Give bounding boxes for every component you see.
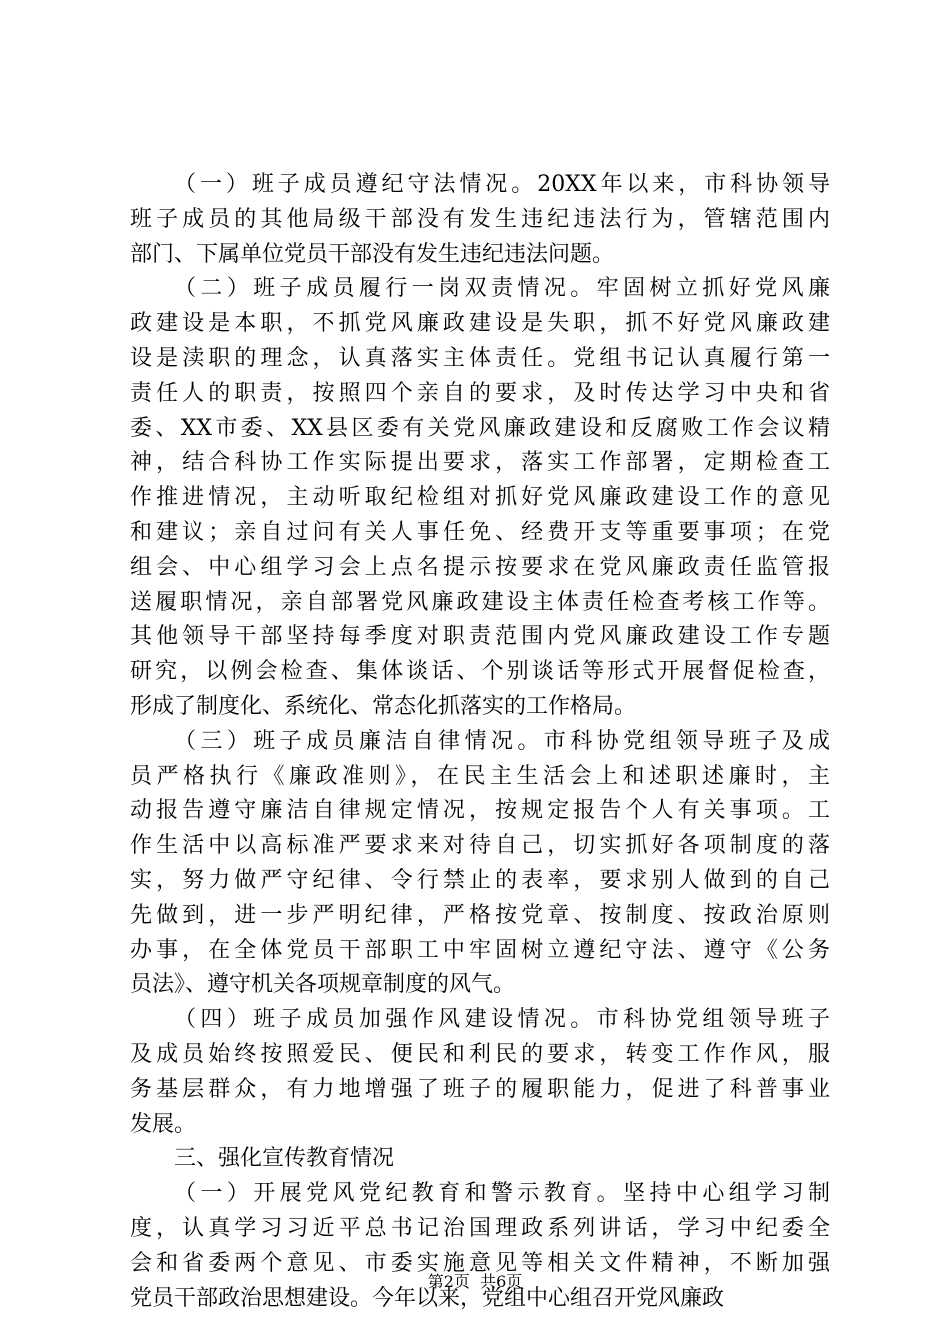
paragraph-line: 作推进情况，主动听取纪检组对抓好党风廉政建设工作的意见 [130,485,830,511]
paragraph-line: 其他领导干部坚持每季度对职责范围内党风廉政建设工作专题 [130,624,830,650]
paragraph-line: 神，结合科协工作实际提出要求，落实工作部署，定期检查工 [130,450,830,476]
paragraph-line: 研究，以例会检查、集体谈话、个别谈话等形式开展督促检查， [130,659,830,685]
paragraph-line: 责任人的职责，按照四个亲自的要求，及时传达学习中央和省 [130,380,830,406]
paragraph [130,168,830,272]
paragraph-line: 动报告遵守廉洁自律规定情况，按规定报告个人有关事项。工 [130,798,830,824]
paragraph [130,1177,830,1316]
paragraph-line: 形成了制度化、系统化、常态化抓落实的工作格局。 [130,693,637,719]
paragraph [130,1142,830,1177]
paragraph-line: （一）开展党风党纪教育和警示教育。坚持中心组学习制 [174,1181,830,1207]
footer-gap [470,1272,480,1291]
paragraph-line: 度，认真学习习近平总书记治国理政系列讲话，学习中纪委全 [130,1215,830,1241]
paragraph-line: 和建议；亲自过问有关人事任免、经费开支等重要事项；在党 [130,519,830,545]
page-footer [0,1272,950,1292]
paragraph-line: （四）班子成员加强作风建设情况。市科协党组领导班子 [174,1007,830,1033]
paragraph-line: 作生活中以高标准严要求来对待自己，切实抓好各项制度的落 [130,833,830,859]
paragraph-line: 办事，在全体党员干部职工中牢固树立遵纪守法、遵守《公务 [130,937,830,963]
paragraph-line: 委、XX市委、XX县区委有关党风廉政建设和反腐败工作会议精 [130,415,830,441]
page-number: 第2页 [427,1272,470,1291]
paragraph-line: 员严格执行《廉政准则》，在民主生活会上和述职述廉时，主 [130,763,830,789]
page-total: 共6页 [480,1272,523,1291]
paragraph-line: 发展。 [130,1111,197,1137]
paragraph-line: 务基层群众，有力地增强了班子的履职能力，促进了科普事业 [130,1076,830,1102]
paragraph-line: 实，努力做严守纪律、令行禁止的表率，要求别人做到的自己 [130,867,830,893]
paragraph [130,725,830,1003]
paragraph-line: 政建设是本职，不抓党风廉政建设是失职，抓不好党风廉政建 [130,311,830,337]
paragraph-line: 三、强化宣传教育情况 [174,1146,395,1172]
paragraph [130,1003,830,1142]
paragraph-line: 组会、中心组学习会上点名提示按要求在党风廉政责任监管报 [130,554,830,580]
paragraph-line: 党员干部政治思想建设。今年以来，党组中心组召开党风廉政 [130,1285,725,1311]
paragraph-line: 部门、下属单位党员干部没有发生违纪违法问题。 [130,241,615,267]
paragraph-line: 班子成员的其他局级干部没有发生违纪违法行为，管辖范围内 [130,206,830,232]
paragraph-line: （二）班子成员履行一岗双责情况。牢固树立抓好党风廉 [174,276,830,302]
paragraph-line: 设是渎职的理念，认真落实主体责任。党组书记认真履行第一 [130,345,830,371]
paragraph-line: 送履职情况，亲自部署党风廉政建设主体责任检查考核工作等。 [130,589,830,615]
paragraph [130,272,830,724]
paragraph-line: 员法》、遵守机关各项规章制度的风气。 [130,972,516,998]
paragraph-line: 及成员始终按照爱民、便民和利民的要求，转变工作作风，服 [130,1041,830,1067]
document-body [130,168,830,1316]
paragraph-line: （三）班子成员廉洁自律情况。市科协党组领导班子及成 [174,728,830,754]
paragraph-line: 先做到，进一步严明纪律，严格按党章、按制度、按政治原则 [130,902,830,928]
paragraph-line: 会和省委两个意见、市委实施意见等相关文件精神，不断加强 [130,1250,830,1276]
paragraph-line: （一）班子成员遵纪守法情况。20XX年以来，市科协领导 [174,172,830,197]
